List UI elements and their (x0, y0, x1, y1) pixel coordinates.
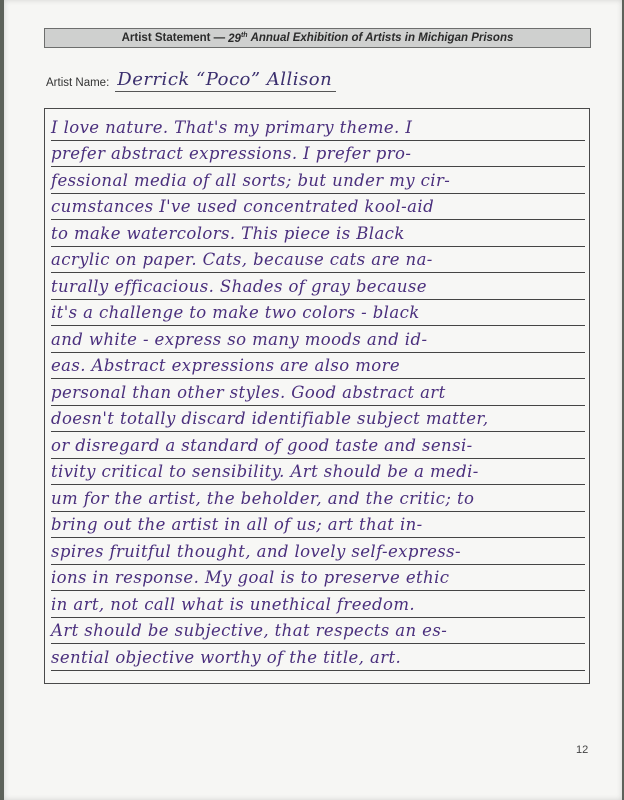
statement-line (51, 246, 585, 274)
statement-line (51, 352, 585, 380)
statement-line-text: eas. Abstract expressions are also more (51, 356, 401, 375)
statement-line (51, 511, 585, 539)
statement-line-text: and white - express so many moods and id- (51, 329, 428, 349)
statement-line (51, 378, 585, 406)
statement-line-text: fessional media of all sorts; but under my cir- (51, 170, 451, 190)
statement-line-text: cumstances I've used concentrated kool-aid (51, 197, 435, 216)
statement-line-text: in art, not call what is unethical freedom. (51, 594, 416, 614)
statement-line-text: ions in response. My goal is to preserve ethic (51, 568, 450, 587)
statement-line (51, 299, 585, 327)
statement-line-text: prefer abstract expressions. I prefer pro- (51, 144, 412, 163)
statement-line (51, 140, 585, 168)
statement-line-text: I love nature. That's my primary theme. I (51, 117, 413, 137)
artist-name-row (46, 66, 336, 92)
statement-line (51, 484, 585, 512)
statement-line-text: or disregard a standard of good taste and sensi- (51, 435, 473, 455)
statement-box (44, 108, 590, 684)
statement-line-text: sential objective worthy of the title, art. (51, 647, 402, 667)
statement-line-text: turally efficacious. Shades of gray because (51, 276, 427, 296)
statement-line-text: Art should be subjective, that respects an es- (51, 621, 448, 640)
statement-line (51, 643, 585, 671)
statement-line (51, 193, 585, 221)
statement-line-text: doesn't totally discard identifiable subject matter, (51, 409, 489, 428)
statement-line-text: to make watercolors. This piece is Black (51, 223, 405, 243)
header-banner (44, 28, 591, 48)
artist-name-value: Derrick “Poco” Allison (115, 69, 336, 92)
statement-line (51, 617, 585, 645)
statement-line (51, 325, 585, 353)
header-year: 29th (228, 31, 248, 45)
statement-line (51, 113, 585, 141)
statement-line (51, 405, 585, 433)
statement-line (51, 564, 585, 592)
header-prefix: Artist Statement — (121, 32, 226, 44)
statement-line (51, 537, 585, 565)
statement-line (51, 166, 585, 194)
statement-line-text: it's a challenge to make two colors - black (51, 303, 420, 322)
statement-line-text: personal than other styles. Good abstract art (51, 382, 446, 402)
header-title: Annual Exhibition of Artists in Michigan Prisons (250, 32, 514, 44)
statement-line-text: um for the artist, the beholder, and the critic; to (51, 488, 475, 508)
statement-line (51, 272, 585, 300)
statement-line (51, 590, 585, 618)
statement-line-text: spires fruitful thought, and lovely self-express- (51, 541, 461, 561)
page-number: 12 (576, 744, 589, 756)
document-page (4, 0, 622, 800)
statement-line-text: bring out the artist in all of us; art that in- (51, 515, 423, 534)
statement-line-text: tivity critical to sensibility. Art should be a medi- (51, 462, 479, 481)
artist-name-label: Artist Name: (46, 77, 110, 89)
statement-line (51, 431, 585, 459)
statement-line-text: acrylic on paper. Cats, because cats are na- (51, 250, 433, 269)
statement-line (51, 458, 585, 486)
statement-line (51, 219, 585, 247)
